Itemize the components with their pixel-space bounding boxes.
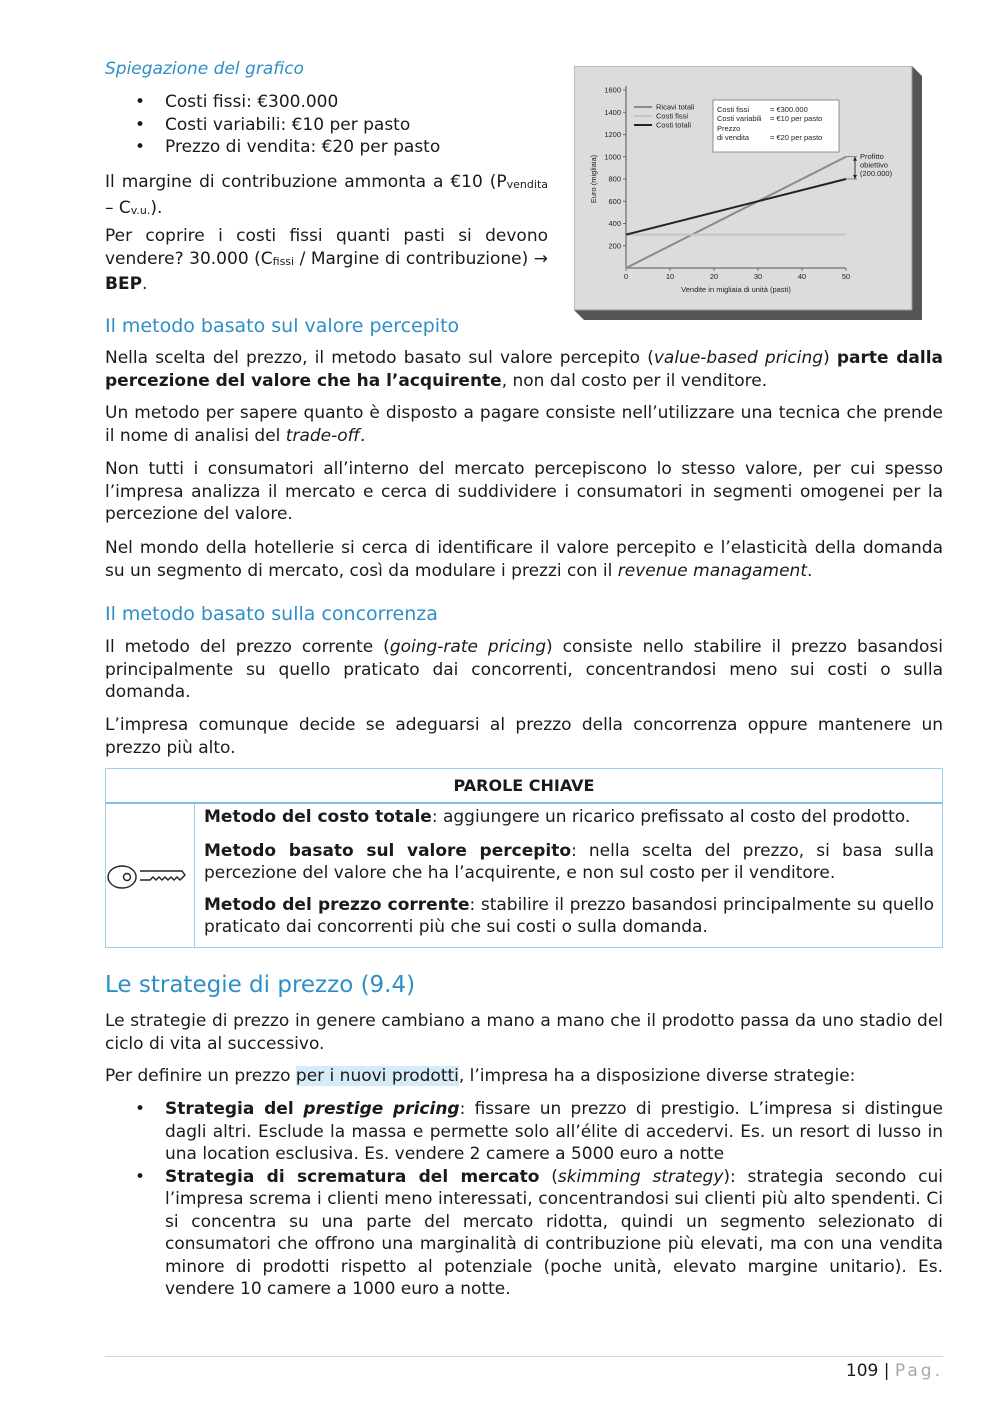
- value-paragraph-1: Nella scelta del prezzo, il metodo basato sul valore percepito (value-based pricing) parte dalla percezione del valore che ha l’acquirente, non dal costo per il venditore.: [105, 348, 944, 391]
- info-box-value: = €300.000: [770, 105, 808, 114]
- x-tick-label: 30: [753, 272, 763, 281]
- x-tick-label: 0: [623, 272, 629, 281]
- y-axis-label: Euro (migliaia): [589, 154, 598, 204]
- x-tick-label: 10: [665, 272, 675, 281]
- footer-separator: |: [883, 1361, 890, 1381]
- y-tick-label: 1200: [604, 130, 621, 139]
- list-item: • Prezzo di vendita: €20 per pasto: [105, 136, 545, 159]
- list-item: • Costi variabili: €10 per pasto: [105, 114, 545, 137]
- highlighted-text: per i nuovi prodotti: [295, 1066, 459, 1086]
- competition-paragraph-1: Il metodo del prezzo corrente (going-rate pricing) consiste nello stabilire il prezzo basandosi principalmente su quello praticato dai concorrenti, concentrandosi meno sui costi o sulla domanda.: [105, 637, 943, 702]
- keyword-item: Metodo del costo totale: aggiungere un ricarico prefissato al costo del prodotto.: [204, 807, 911, 827]
- info-box-label: di vendita: [717, 133, 750, 142]
- strategies-heading: Le strategie di prezzo (9.4): [105, 972, 416, 998]
- strategies-list: [105, 1098, 943, 1301]
- keywords-title: PAROLE CHIAVE: [106, 769, 942, 804]
- info-box-label: Prezzo: [717, 124, 741, 133]
- keyword-item: Metodo basato sul valore percepito: nella scelta del prezzo, si basa sulla percezione del valore che ha l’acquirente, e non sul costo per il venditore.: [204, 840, 935, 883]
- key-icon: [106, 804, 195, 947]
- y-tick-label: 1400: [604, 107, 621, 117]
- value-paragraph-2: Un metodo per sapere quanto è disposto a pagare consiste nell’utilizzare una tecnica che prende il nome di analisi del trade-off.: [105, 403, 943, 446]
- keywords-table: [105, 768, 943, 948]
- x-tick-label: 40: [797, 272, 807, 281]
- footer-label: Pag.: [894, 1361, 943, 1381]
- profit-annotation: (200.000): [860, 168, 893, 178]
- y-tick-label: 600: [608, 196, 621, 206]
- legend-label: Ricavi totali: [656, 102, 695, 112]
- value-paragraph-4: Nel mondo della hotellerie si cerca di identificare il valore percepito e l’elasticità della domanda su un segmento di mercato, così da modulare i prezzi con il revenue managament.: [105, 538, 943, 581]
- page: [105, 0, 943, 1414]
- strategies-paragraph-2: Per definire un prezzo per i nuovi prodotti, l’impresa ha a disposizione diverse strategie:: [105, 1066, 856, 1086]
- y-tick-label: 1000: [604, 152, 621, 162]
- y-tick-label: 1600: [604, 85, 621, 95]
- strategies-paragraph-1: Le strategie di prezzo in genere cambiano a mano a mano che il prodotto passa da uno stadio del ciclo di vita al successivo.: [105, 1011, 943, 1054]
- info-box-value: = €20 per pasto: [770, 133, 823, 142]
- y-tick-label: 200: [608, 241, 621, 251]
- legend-label: Costi fissi: [656, 111, 689, 121]
- chart-explanation-heading: Spiegazione del grafico: [105, 59, 304, 79]
- y-tick-label: 400: [608, 219, 621, 228]
- info-box-value: = €10 per pasto: [770, 114, 823, 123]
- x-axis-label: Vendite in migliaia di unità (pasti): [681, 285, 791, 294]
- competition-paragraph-2: L’impresa comunque decide se adeguarsi al prezzo della concorrenza oppure mantenere un prezzo più alto.: [105, 715, 943, 758]
- chart-bullets: [105, 91, 545, 159]
- bep-paragraph: Per coprire i costi fissi quanti pasti si devono vendere? 30.000 ($C_{fissi}$ / Margine di contribuzione) → BEP.: [105, 226, 549, 294]
- x-tick-label: 20: [709, 272, 719, 281]
- list-item: • Costi fissi: €300.000: [105, 91, 545, 114]
- info-box-label: Costi variabili: [717, 114, 762, 123]
- keywords-list: [204, 804, 934, 939]
- list-item: • Strategia di scrematura del mercato (skimming strategy): strategia secondo cui l’impresa screma i clienti meno interessati, concentrandosi sui clienti più alto spendenti. Ci si concentra su una parte del mercato ridotta, quindi un segmento selezionato di consumatori che offrono una marginalità di contribuzione più elevati, ma con una vendita minore di prodotti rispetto al potenziale (poche unità, elevato margine unitario). Es. vendere 10 camere a 1000 euro a notte.: [105, 1166, 943, 1301]
- profit-annotation: Profitto: [860, 151, 884, 161]
- competition-method-heading: Il metodo basato sulla concorrenza: [105, 603, 438, 625]
- x-tick-label: 50: [841, 272, 851, 281]
- keyword-item: Metodo del prezzo corrente: stabilire il prezzo basandosi principalmente su quello praticato dai concorrenti più che sui costi o sulla domanda.: [204, 894, 934, 937]
- value-paragraph-3: Non tutti i consumatori all’interno del mercato percepiscono lo stesso valore, per cui spesso l’impresa analizza il mercato e cerca di suddividere i consumatori in segmenti omogenei per la percezione del valore.: [105, 459, 943, 524]
- margin-paragraph: Il margine di contribuzione ammonta a €10 $(P_{vendita} - C_{v.u.})$.: [105, 172, 548, 218]
- page-number: 109: [845, 1361, 879, 1381]
- key-icon-svg: [106, 804, 194, 947]
- page-footer: [846, 1360, 943, 1382]
- footer-divider: [105, 1356, 943, 1357]
- value-method-heading: Il metodo basato sul valore percepito: [105, 315, 460, 337]
- info-box-label: Costi fissi: [717, 105, 750, 114]
- legend-label: Costi totali: [656, 120, 692, 130]
- chart-svg: [574, 66, 922, 320]
- profit-annotation: obiettivo: [860, 160, 888, 170]
- list-item: • Strategia del prestige pricing: fissare un prezzo di prestigio. L’impresa si distingue dagli altri. Esclude la massa e permette solo all’élite di accedervi. Es. un resort di lusso in una location esclusiva. Es. vendere 2 camere a 5000 euro a notte: [105, 1098, 943, 1166]
- break-even-chart: [574, 66, 922, 320]
- y-tick-label: 800: [608, 174, 621, 184]
